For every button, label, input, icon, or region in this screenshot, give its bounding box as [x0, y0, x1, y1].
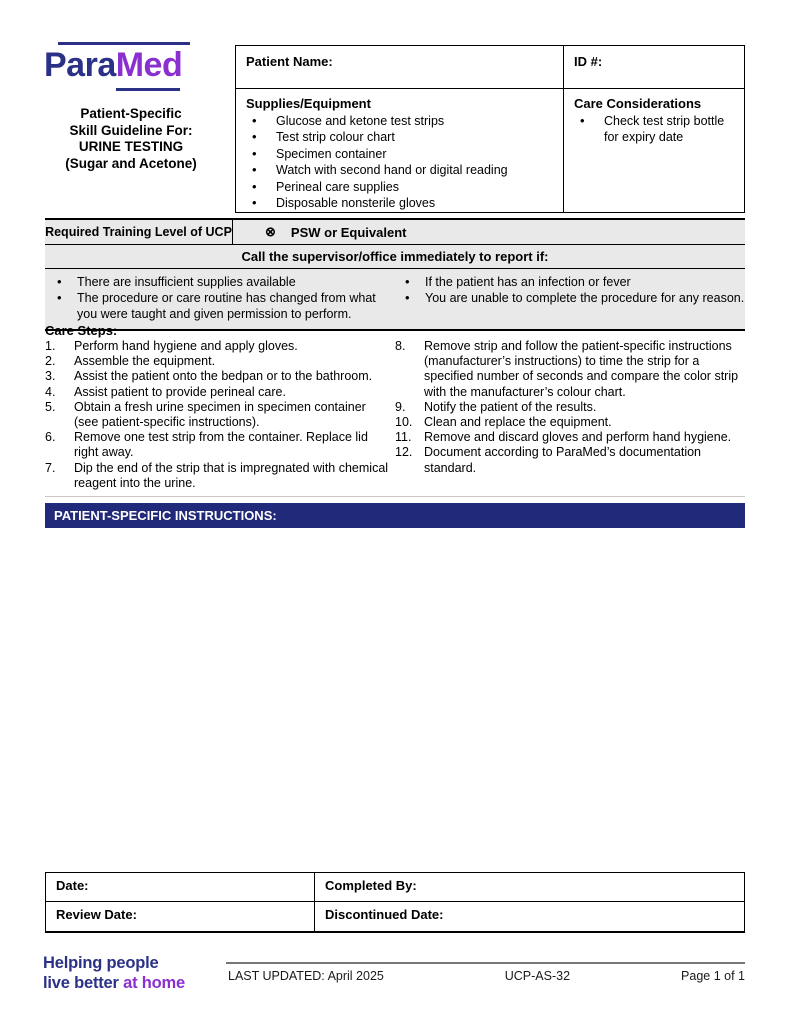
- supplies-list: [246, 113, 553, 212]
- supplies-cell: [236, 89, 564, 212]
- list-item: • Specimen container: [246, 146, 553, 163]
- step-number: 6.: [45, 430, 56, 445]
- care-steps-left-column: [45, 339, 395, 491]
- circled-x-icon: ⊗: [265, 224, 276, 239]
- guideline-title-line1: Patient-Specific: [80, 106, 182, 121]
- id-cell: [564, 46, 744, 88]
- supplies-title: Supplies/Equipment: [246, 96, 371, 111]
- step-number: 3.: [45, 369, 56, 384]
- list-item: • Check test strip bottle for expiry date: [574, 113, 734, 146]
- footer-rule: [226, 962, 745, 964]
- care-step: [395, 445, 745, 475]
- step-text: Assemble the equipment.: [74, 354, 216, 369]
- review-date-cell: Review Date:: [46, 902, 315, 931]
- step-text: Dip the end of the strip that is impregnated with chemical reagent into the urine.: [74, 460, 389, 490]
- step-text: Notify the patient of the results.: [424, 399, 597, 414]
- tagline-line1: Helping people: [43, 954, 159, 972]
- step-text: Remove one test strip from the container. Replace lid right away.: [74, 430, 368, 460]
- logo-text-med: Med: [115, 46, 183, 84]
- date-cell: Date:: [46, 873, 315, 901]
- guideline-title-line2: Skill Guideline For:: [69, 122, 193, 138]
- step-number: 10.: [395, 415, 413, 430]
- care-considerations-cell: [564, 89, 744, 212]
- logo-text-para: Para: [44, 46, 116, 84]
- list-item: • If the patient has an infection or fever: [397, 274, 745, 290]
- step-text: Obtain a fresh urine specimen in specimen container (see patient-specific instructions).: [74, 399, 366, 430]
- step-text: Remove strip and follow the patient-specific instructions (manufacturer’s instructions) to time the strip for a specified number of seconds and compare the color strip with the manufacturer’s colour chart.: [424, 339, 739, 399]
- care-step: [45, 369, 395, 384]
- care-step: [45, 354, 395, 369]
- tagline-line2-navy: live better: [43, 973, 124, 992]
- guideline-title-line3: URINE TESTING: [78, 139, 184, 154]
- discontinued-date-cell: Discontinued Date:: [325, 907, 444, 922]
- training-level-value: [233, 220, 745, 244]
- brand-tagline: [43, 954, 185, 993]
- supervisor-right-list: [397, 274, 745, 306]
- logo-top-rule: [58, 42, 190, 45]
- step-number: 2.: [45, 354, 56, 369]
- care-steps-title: Care Steps:: [45, 323, 118, 338]
- completed-by-cell: Completed By:: [325, 878, 417, 893]
- list-item: • There are insufficient supplies available: [45, 274, 397, 290]
- list-item: • Disposable nonsterile gloves: [246, 195, 553, 212]
- step-number: 11.: [395, 430, 412, 445]
- list-item: • Perineal care supplies: [246, 179, 553, 196]
- step-text: Remove and discard gloves and perform hand hygiene.: [424, 430, 732, 445]
- training-level-label: Required Training Level of UCP: [45, 220, 233, 244]
- training-level-row: [45, 220, 745, 245]
- care-step: [395, 339, 745, 400]
- care-steps-columns: [45, 339, 745, 491]
- last-updated-text: LAST UPDATED: April 2025: [228, 969, 384, 983]
- step-text: Document according to ParaMed’s documentation standard.: [424, 445, 702, 475]
- supervisor-report-conditions: [45, 269, 745, 329]
- step-text: Assist patient to provide perineal care.: [74, 384, 286, 399]
- list-item: • You are unable to complete the procedure for any reason.: [397, 290, 745, 306]
- care-steps-section: [45, 323, 745, 491]
- list-item: • Test strip colour chart: [246, 129, 553, 146]
- step-number: 12.: [395, 445, 413, 460]
- care-step: [395, 415, 745, 430]
- step-text: Assist the patient onto the bedpan or to the bathroom.: [74, 369, 373, 384]
- patient-name-cell: [236, 46, 564, 88]
- patient-specific-instructions-header: PATIENT-SPECIFIC INSTRUCTIONS:: [45, 503, 745, 528]
- care-step: [45, 400, 395, 430]
- tagline-line2-purple: at home: [123, 973, 186, 992]
- supervisor-conditions-left: [45, 274, 397, 322]
- supervisor-call-title: Call the supervisor/office immediately to report if:: [45, 245, 745, 269]
- care-considerations-title: Care Considerations: [574, 96, 702, 111]
- care-step: [45, 339, 395, 354]
- footer-meta: [226, 969, 745, 987]
- supervisor-left-list: [45, 274, 397, 322]
- list-item: • Watch with second hand or digital reading: [246, 162, 553, 179]
- step-number: 7.: [45, 460, 56, 475]
- step-text: Perform hand hygiene and apply gloves.: [74, 339, 298, 353]
- list-item: • Glucose and ketone test strips: [246, 113, 553, 130]
- care-step: [395, 430, 745, 445]
- care-step: [45, 461, 395, 491]
- list-item: • The procedure or care routine has changed from what you were taught and given permission to perform.: [45, 290, 397, 322]
- care-step: [45, 430, 395, 460]
- section-divider: [45, 496, 745, 497]
- supplies-row: [236, 89, 744, 212]
- step-number: 5.: [45, 399, 56, 414]
- step-number: 4.: [45, 384, 56, 399]
- training-level-text: PSW or Equivalent: [290, 224, 407, 240]
- step-number: 1.: [45, 339, 56, 353]
- training-and-supervisor-section: [45, 218, 745, 331]
- supervisor-conditions-right: [397, 274, 745, 322]
- table-row: [46, 873, 744, 902]
- patient-info-table: [235, 45, 745, 213]
- care-steps-right-column: [395, 339, 745, 491]
- patient-info-row: [236, 46, 744, 89]
- patient-name-label: Patient Name:: [246, 54, 333, 69]
- id-label: ID #:: [574, 54, 603, 69]
- step-text: Clean and replace the equipment.: [424, 415, 612, 430]
- care-step: [45, 385, 395, 400]
- paramed-logo: [44, 48, 182, 82]
- page-number: Page 1 of 1: [681, 969, 745, 983]
- signoff-table: [45, 872, 745, 933]
- care-step: [395, 400, 745, 415]
- care-considerations-list: [574, 113, 734, 146]
- step-number: 8.: [395, 339, 406, 353]
- document-code: UCP-AS-32: [504, 969, 571, 983]
- step-number: 9.: [395, 399, 406, 414]
- guideline-title-block: [38, 106, 224, 172]
- guideline-title-line4: (Sugar and Acetone): [65, 155, 197, 171]
- table-row: [46, 902, 744, 931]
- tagline-line2: [43, 974, 185, 994]
